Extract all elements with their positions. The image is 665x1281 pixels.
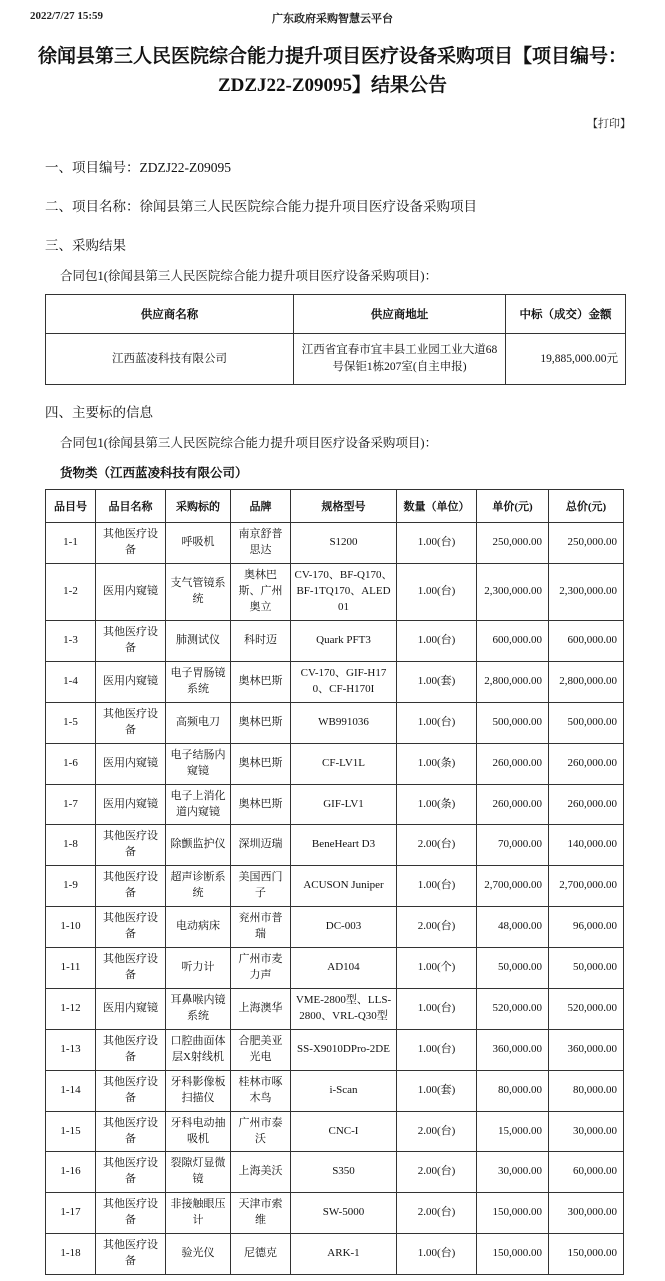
- table-cell: 260,000.00: [477, 743, 549, 784]
- table-cell: 听力计: [166, 948, 231, 989]
- table-row: [46, 825, 624, 866]
- print-header: [0, 0, 665, 26]
- items-header-brand: 品牌: [231, 490, 291, 523]
- table-cell: WB991036: [291, 702, 397, 743]
- subject-category-label: 货物类（江西蓝凌科技有限公司）: [60, 466, 248, 481]
- table-cell: 250,000.00: [477, 523, 549, 564]
- table-cell: 1.00(条): [397, 784, 477, 825]
- table-cell: 江西省宜春市宜丰县工业园工业大道68号保钜1栋207室(自主申报): [294, 333, 506, 385]
- table-cell: 80,000.00: [477, 1070, 549, 1111]
- table-cell: CF-LV1L: [291, 743, 397, 784]
- table-cell: 其他医疗设备: [96, 1193, 166, 1234]
- table-cell: 2,300,000.00: [549, 564, 624, 621]
- table-cell: 2.00(台): [397, 825, 477, 866]
- table-cell: 奥林巴斯、广州奥立: [231, 564, 291, 621]
- table-cell: 15,000.00: [477, 1111, 549, 1152]
- table-cell: 桂林市啄木鸟: [231, 1070, 291, 1111]
- table-cell: 奥林巴斯: [231, 784, 291, 825]
- table-cell: 600,000.00: [477, 621, 549, 662]
- table-row: [46, 988, 624, 1029]
- table-cell: 医用内窥镜: [96, 743, 166, 784]
- site-name: 广东政府采购智慧云平台: [272, 13, 393, 25]
- table-row: [46, 907, 624, 948]
- table-cell: 深圳迈瑞: [231, 825, 291, 866]
- table-cell: 520,000.00: [549, 988, 624, 1029]
- table-cell: 500,000.00: [477, 702, 549, 743]
- table-row: [46, 621, 624, 662]
- table-cell: 30,000.00: [549, 1111, 624, 1152]
- page-title: 徐闻县第三人民医院综合能力提升项目医疗设备采购项目【项目编号：ZDZJ22-Z09095】结果公告: [37, 46, 627, 97]
- table-cell: 其他医疗设备: [96, 1111, 166, 1152]
- table-cell: 2,300,000.00: [477, 564, 549, 621]
- table-cell: 70,000.00: [477, 825, 549, 866]
- table-cell: 1-13: [46, 1029, 96, 1070]
- table-cell: 48,000.00: [477, 907, 549, 948]
- table-cell: 1.00(台): [397, 702, 477, 743]
- table-cell: 其他医疗设备: [96, 866, 166, 907]
- table-cell: 260,000.00: [549, 743, 624, 784]
- table-cell: 1.00(台): [397, 1234, 477, 1275]
- table-cell: 其他医疗设备: [96, 907, 166, 948]
- table-cell: 1.00(个): [397, 948, 477, 989]
- table-cell: 医用内窥镜: [96, 784, 166, 825]
- table-cell: 1-1: [46, 523, 96, 564]
- table-cell: 2.00(台): [397, 1193, 477, 1234]
- section-main-subject-info: 四、主要标的信息: [45, 405, 153, 421]
- table-cell: 60,000.00: [549, 1152, 624, 1193]
- print-button-row: [0, 101, 665, 131]
- table-cell: 牙科电动抽吸机: [166, 1111, 231, 1152]
- table-cell: SW-5000: [291, 1193, 397, 1234]
- table-cell: 1-18: [46, 1234, 96, 1275]
- items-table: [45, 489, 624, 1275]
- table-cell: i-Scan: [291, 1070, 397, 1111]
- table-cell: 1.00(台): [397, 988, 477, 1029]
- table-row: [46, 743, 624, 784]
- table-row: [46, 661, 624, 702]
- table-cell: 1.00(台): [397, 866, 477, 907]
- table-cell: 1-12: [46, 988, 96, 1029]
- table-cell: VME-2800型、LLS-2800、VRL-Q30型: [291, 988, 397, 1029]
- table-cell: 80,000.00: [549, 1070, 624, 1111]
- table-cell: 150,000.00: [477, 1234, 549, 1275]
- table-cell: 1-8: [46, 825, 96, 866]
- table-cell: 1.00(条): [397, 743, 477, 784]
- table-cell: 1-5: [46, 702, 96, 743]
- table-cell: 1-7: [46, 784, 96, 825]
- section-project-number: 一、项目编号：ZDZJ22-Z09095: [45, 159, 231, 175]
- table-cell: 2,700,000.00: [477, 866, 549, 907]
- items-header-unit-price: 单价(元): [477, 490, 549, 523]
- table-cell: 其他医疗设备: [96, 948, 166, 989]
- items-table-header-row: [46, 490, 624, 523]
- section-project-name: 二、项目名称：徐闻县第三人民医院综合能力提升项目医疗设备采购项目: [45, 198, 477, 214]
- table-cell: 美国西门子: [231, 866, 291, 907]
- table-cell: 其他医疗设备: [96, 825, 166, 866]
- table-cell: 奥林巴斯: [231, 743, 291, 784]
- table-cell: 其他医疗设备: [96, 621, 166, 662]
- table-cell: 600,000.00: [549, 621, 624, 662]
- table-cell: 科时迈: [231, 621, 291, 662]
- table-row: [46, 1193, 624, 1234]
- table-cell: ARK-1: [291, 1234, 397, 1275]
- table-cell: 520,000.00: [477, 988, 549, 1029]
- table-cell: 其他医疗设备: [96, 1152, 166, 1193]
- table-cell: 30,000.00: [477, 1152, 549, 1193]
- table-cell: 1-9: [46, 866, 96, 907]
- table-cell: 高频电刀: [166, 702, 231, 743]
- result-header-supplier-name: 供应商名称: [46, 294, 294, 333]
- table-cell: 1.00(台): [397, 523, 477, 564]
- table-cell: 超声诊断系统: [166, 866, 231, 907]
- items-header-subject: 采购标的: [166, 490, 231, 523]
- items-header-total-price: 总价(元): [549, 490, 624, 523]
- table-cell: 300,000.00: [549, 1193, 624, 1234]
- table-cell: Quark PFT3: [291, 621, 397, 662]
- table-cell: 其他医疗设备: [96, 523, 166, 564]
- table-cell: 尼德克: [231, 1234, 291, 1275]
- items-header-item-name: 品目名称: [96, 490, 166, 523]
- table-cell: 裂隙灯显微镜: [166, 1152, 231, 1193]
- table-cell: 1-3: [46, 621, 96, 662]
- table-row: [46, 523, 624, 564]
- table-cell: 上海美沃: [231, 1152, 291, 1193]
- table-cell: 电子上消化道内窥镜: [166, 784, 231, 825]
- table-cell: SS-X9010DPro-2DE: [291, 1029, 397, 1070]
- table-cell: GIF-LV1: [291, 784, 397, 825]
- table-cell: 2,700,000.00: [549, 866, 624, 907]
- table-cell: 口腔曲面体层X射线机: [166, 1029, 231, 1070]
- table-cell: 南京舒普思达: [231, 523, 291, 564]
- table-cell: 250,000.00: [549, 523, 624, 564]
- result-header-supplier-address: 供应商地址: [294, 294, 506, 333]
- print-timestamp: 2022/7/27 15:59: [30, 10, 104, 22]
- table-cell: 医用内窥镜: [96, 661, 166, 702]
- table-cell: 1-17: [46, 1193, 96, 1234]
- table-cell: 1.00(台): [397, 1029, 477, 1070]
- items-header-quantity-unit: 数量（单位）: [397, 490, 477, 523]
- table-cell: 260,000.00: [549, 784, 624, 825]
- table-row: [46, 702, 624, 743]
- table-cell: CNC-I: [291, 1111, 397, 1152]
- table-cell: 医用内窥镜: [96, 564, 166, 621]
- table-cell: 其他医疗设备: [96, 1234, 166, 1275]
- table-cell: 96,000.00: [549, 907, 624, 948]
- table-cell: 500,000.00: [549, 702, 624, 743]
- table-cell: S1200: [291, 523, 397, 564]
- table-cell: S350: [291, 1152, 397, 1193]
- table-row: [46, 1152, 624, 1193]
- table-cell: 50,000.00: [477, 948, 549, 989]
- table-cell: 19,885,000.00元: [506, 333, 626, 385]
- table-cell: 2,800,000.00: [549, 661, 624, 702]
- table-cell: 其他医疗设备: [96, 1070, 166, 1111]
- table-row: [46, 784, 624, 825]
- table-cell: 天津市索维: [231, 1193, 291, 1234]
- table-cell: 江西蓝凌科技有限公司: [46, 333, 294, 385]
- table-cell: 奥林巴斯: [231, 702, 291, 743]
- table-cell: 耳鼻喉内镜系统: [166, 988, 231, 1029]
- table-cell: 260,000.00: [477, 784, 549, 825]
- table-cell: 医用内窥镜: [96, 988, 166, 1029]
- table-cell: 1-2: [46, 564, 96, 621]
- section-procurement-result: 三、采购结果: [45, 237, 126, 253]
- table-cell: 1-14: [46, 1070, 96, 1111]
- table-cell: 奥林巴斯: [231, 661, 291, 702]
- result-package-label: 合同包1(徐闻县第三人民医院综合能力提升项目医疗设备采购项目)：: [60, 268, 438, 283]
- table-cell: AD104: [291, 948, 397, 989]
- table-cell: 支气管镜系统: [166, 564, 231, 621]
- result-table: [45, 294, 626, 386]
- table-cell: 广州市麦力声: [231, 948, 291, 989]
- table-cell: 1.00(台): [397, 621, 477, 662]
- table-row: [46, 948, 624, 989]
- result-header-award-amount: 中标（成交）金额: [506, 294, 626, 333]
- table-cell: 肺测试仪: [166, 621, 231, 662]
- table-row: [46, 1029, 624, 1070]
- table-cell: 合肥美亚光电: [231, 1029, 291, 1070]
- table-row: [46, 866, 624, 907]
- table-cell: 上海澳华: [231, 988, 291, 1029]
- table-row: [46, 564, 624, 621]
- table-cell: 呼吸机: [166, 523, 231, 564]
- table-cell: CV-170、GIF-H170、CF-H170I: [291, 661, 397, 702]
- table-cell: 1-15: [46, 1111, 96, 1152]
- table-row: [46, 333, 626, 385]
- table-cell: 360,000.00: [549, 1029, 624, 1070]
- table-cell: 1-11: [46, 948, 96, 989]
- subject-package-label: 合同包1(徐闻县第三人民医院综合能力提升项目医疗设备采购项目)：: [60, 436, 438, 451]
- table-cell: 兖州市普瑞: [231, 907, 291, 948]
- table-cell: 1-16: [46, 1152, 96, 1193]
- result-table-header-row: [46, 294, 626, 333]
- table-cell: 电动病床: [166, 907, 231, 948]
- table-cell: 2.00(台): [397, 1111, 477, 1152]
- table-cell: CV-170、BF-Q170、BF-1TQ170、ALED01: [291, 564, 397, 621]
- table-cell: 50,000.00: [549, 948, 624, 989]
- table-row: [46, 1111, 624, 1152]
- table-cell: ACUSON Juniper: [291, 866, 397, 907]
- table-cell: 2.00(台): [397, 907, 477, 948]
- table-cell: 电子结肠内窥镜: [166, 743, 231, 784]
- table-cell: DC-003: [291, 907, 397, 948]
- table-cell: 1-10: [46, 907, 96, 948]
- table-row: [46, 1234, 624, 1275]
- table-cell: 360,000.00: [477, 1029, 549, 1070]
- table-cell: 1.00(套): [397, 1070, 477, 1111]
- table-cell: 验光仪: [166, 1234, 231, 1275]
- table-cell: 其他医疗设备: [96, 702, 166, 743]
- table-cell: 其他医疗设备: [96, 1029, 166, 1070]
- table-cell: 150,000.00: [549, 1234, 624, 1275]
- table-cell: 2,800,000.00: [477, 661, 549, 702]
- table-cell: 140,000.00: [549, 825, 624, 866]
- table-row: [46, 1070, 624, 1111]
- table-cell: 非接触眼压计: [166, 1193, 231, 1234]
- table-cell: 1-4: [46, 661, 96, 702]
- items-header-spec-model: 规格型号: [291, 490, 397, 523]
- table-cell: 150,000.00: [477, 1193, 549, 1234]
- table-cell: 广州市泰沃: [231, 1111, 291, 1152]
- table-cell: 电子胃肠镜系统: [166, 661, 231, 702]
- items-header-item-no: 品目号: [46, 490, 96, 523]
- table-cell: 1-6: [46, 743, 96, 784]
- table-cell: 2.00(台): [397, 1152, 477, 1193]
- table-cell: 1.00(台): [397, 564, 477, 621]
- table-cell: 1.00(套): [397, 661, 477, 702]
- table-cell: 牙科影像板扫描仪: [166, 1070, 231, 1111]
- table-cell: BeneHeart D3: [291, 825, 397, 866]
- print-button[interactable]: 【打印】: [587, 117, 631, 130]
- table-cell: 除颤监护仪: [166, 825, 231, 866]
